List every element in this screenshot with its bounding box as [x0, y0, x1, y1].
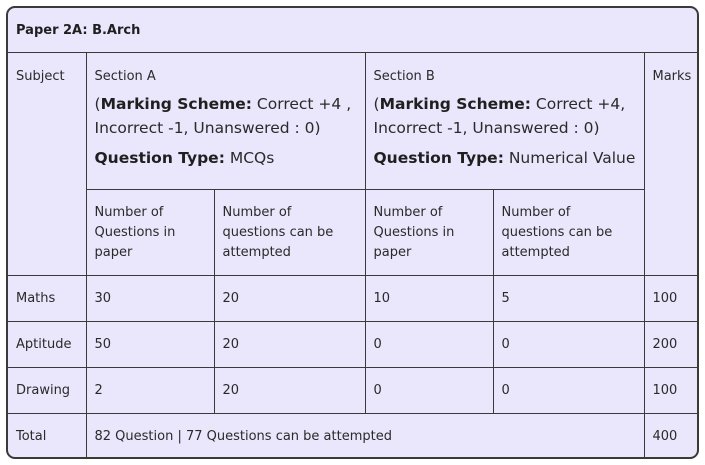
- section-a-qtype-label: Question Type:: [94, 148, 225, 167]
- row-b-paper: 0: [365, 321, 493, 367]
- row-b-attempt: 0: [493, 367, 644, 413]
- section-a-name: Section A: [94, 68, 156, 84]
- section-a-marking-scheme: [95, 92, 357, 140]
- section-b-qtype-value: Numerical Value: [503, 148, 636, 167]
- row-a-attempt: 20: [214, 367, 365, 413]
- row-a-attempt: 20: [214, 321, 365, 367]
- section-b-in-paper-header: Number of Questions in paper: [365, 189, 493, 275]
- section-a-scheme-open: (: [94, 94, 101, 113]
- section-a-header: [86, 52, 365, 189]
- total-summary: 82 Question | 77 Questions can be attempted: [86, 413, 644, 459]
- row-b-paper: 0: [365, 367, 493, 413]
- row-subject: Drawing: [8, 367, 86, 413]
- row-b-paper: 10: [365, 275, 493, 321]
- section-b-scheme-label: Marking Scheme:: [379, 94, 531, 113]
- section-b-scheme-open: (: [373, 94, 380, 113]
- row-subject: Aptitude: [8, 321, 86, 367]
- section-a-scheme-label: Marking Scheme:: [100, 94, 252, 113]
- table-row: [8, 367, 699, 413]
- section-b-header: [365, 52, 644, 189]
- row-marks: 100: [644, 367, 699, 413]
- row-a-paper: 2: [86, 367, 214, 413]
- row-a-paper: 50: [86, 321, 214, 367]
- section-a-in-paper-header: Number of Questions in paper: [86, 189, 214, 275]
- row-b-attempt: 5: [493, 275, 644, 321]
- section-b-attempted-header: Number of questions can be attempted: [493, 189, 644, 275]
- table-title: Paper 2A: B.Arch: [8, 8, 699, 52]
- table-row: [8, 321, 699, 367]
- section-a-question-type: [95, 146, 357, 170]
- section-b-qtype-label: Question Type:: [373, 148, 504, 167]
- exam-pattern-card: [6, 6, 699, 459]
- row-b-attempt: 0: [493, 321, 644, 367]
- section-b-name: Section B: [373, 68, 435, 84]
- row-a-attempt: 20: [214, 275, 365, 321]
- total-marks: 400: [644, 413, 699, 459]
- row-marks: 100: [644, 275, 699, 321]
- section-b-question-type: [374, 146, 636, 170]
- section-a-scheme-text: Correct +4 , Incorrect -1, Unanswered : 0): [94, 94, 352, 137]
- section-b-scheme-text: Correct +4, Incorrect -1, Unanswered : 0): [373, 94, 626, 137]
- section-b-marking-scheme: [374, 92, 636, 140]
- sub-header-row: [8, 189, 699, 275]
- row-subject: Maths: [8, 275, 86, 321]
- section-a-attempted-header: Number of questions can be attempted: [214, 189, 365, 275]
- row-marks: 200: [644, 321, 699, 367]
- subject-header: Subject: [8, 52, 86, 275]
- section-header-row: [8, 52, 699, 189]
- section-a-qtype-value: MCQs: [224, 148, 275, 167]
- exam-pattern-table: [8, 8, 699, 459]
- marks-header: Marks: [644, 52, 699, 275]
- total-row: [8, 413, 699, 459]
- table-row: [8, 275, 699, 321]
- row-a-paper: 30: [86, 275, 214, 321]
- total-label: Total: [8, 413, 86, 459]
- title-row: [8, 8, 699, 52]
